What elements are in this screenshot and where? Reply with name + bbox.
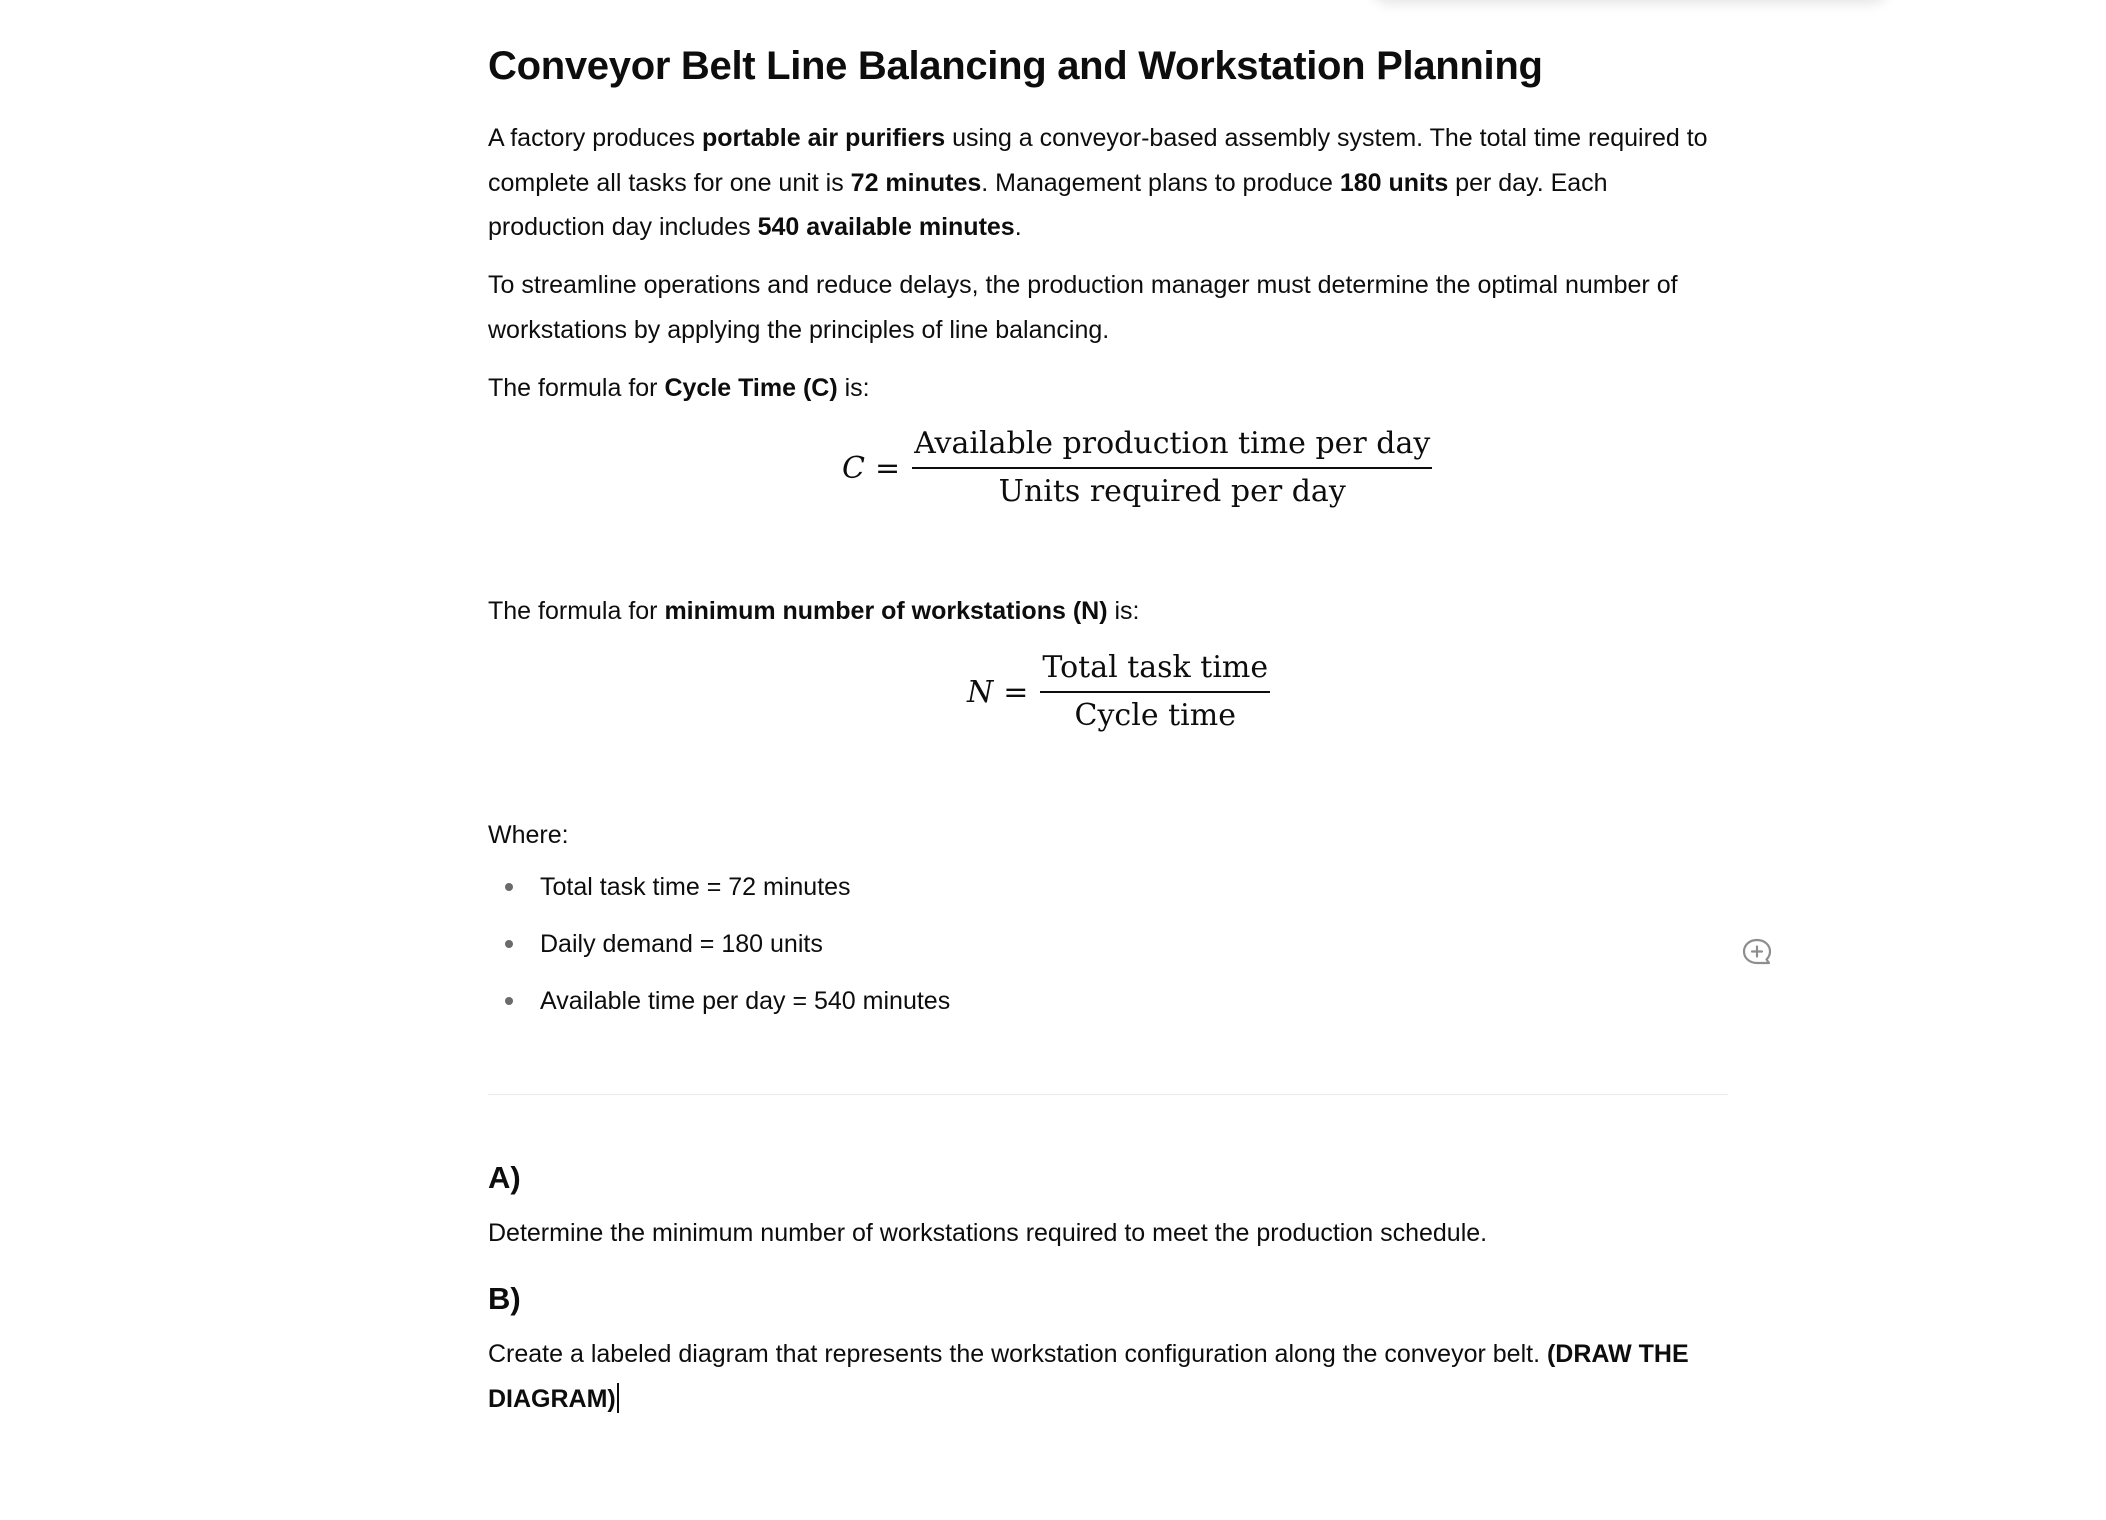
formula-denominator: Cycle time — [1074, 698, 1236, 733]
bullet-dot — [505, 997, 513, 1005]
part-b-heading: B) — [488, 1281, 521, 1316]
text-caret — [617, 1383, 619, 1413]
cycle-time-formula — [842, 427, 1432, 509]
intro-paragraph: A factory produces portable air purifiers using a conveyor-based assembly system. The total time required to complete all tasks for one unit is 72 minutes. Management plans to produce 180 units per day. Each production day includes 540 available minutes. — [488, 124, 1708, 241]
add-comment-button[interactable] — [1740, 937, 1774, 967]
add-comment-icon — [1740, 937, 1774, 967]
page-title: Conveyor Belt Line Balancing and Workstation Planning — [488, 44, 1543, 88]
section-divider — [488, 1094, 1728, 1095]
where-label: Where: — [488, 821, 569, 849]
available-minutes-value: 540 available minutes — [757, 213, 1015, 241]
formula-denominator: Units required per day — [998, 474, 1346, 509]
formula-numerator: Total task time — [1040, 651, 1270, 693]
bullet-dot — [505, 940, 513, 948]
bullet-dot — [505, 883, 513, 891]
formula-lhs: N — [967, 674, 994, 710]
formula-lhs: C — [842, 450, 865, 486]
formula-fraction — [912, 427, 1432, 509]
formula-numerator: Available production time per day — [912, 427, 1432, 469]
workstation-formula — [967, 651, 1270, 733]
formula-equals: = — [1003, 674, 1029, 710]
formula-equals: = — [874, 450, 901, 486]
part-a-heading: A) — [488, 1160, 521, 1195]
part-b-text[interactable]: Create a labeled diagram that represents the workstation configuration along the conveyor belt. (DRAW THE DIAGRAM) — [488, 1340, 1689, 1413]
total-task-time-value: 72 minutes — [850, 168, 982, 197]
daily-units-value: 180 units — [1339, 168, 1449, 197]
part-a-text: Determine the minimum number of workstations required to meet the production schedule. — [488, 1219, 1488, 1247]
workstation-formula-intro: The formula for minimum number of workstations (N) is: — [488, 597, 1140, 625]
cycle-formula-intro: The formula for Cycle Time (C) is: — [488, 374, 870, 402]
objective-paragraph: To streamline operations and reduce delays, the production manager must determine the optimal number of workstations by applying the principles of line balancing. — [488, 271, 1678, 344]
product-name: portable air purifiers — [702, 124, 946, 152]
formula-fraction — [1040, 651, 1270, 733]
